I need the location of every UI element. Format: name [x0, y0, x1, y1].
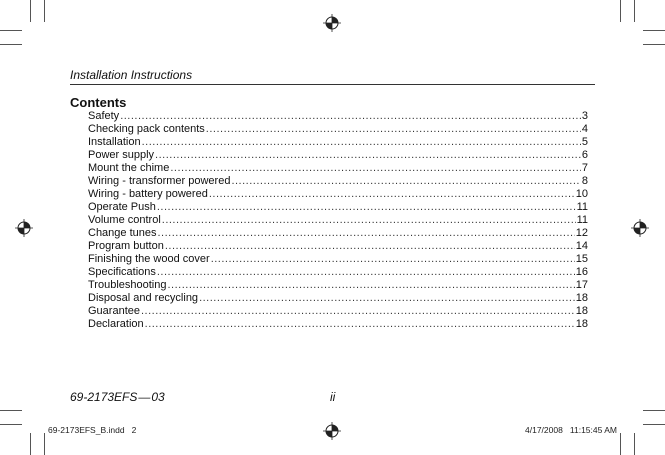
toc-entry-page: 7 — [581, 162, 588, 174]
toc-entry-page: 17 — [575, 279, 588, 291]
toc-entry-page: 12 — [575, 227, 588, 239]
registration-mark-icon — [631, 219, 649, 237]
table-of-contents — [88, 110, 588, 331]
toc-leader-dots — [199, 292, 575, 305]
toc-leader-dots — [120, 110, 581, 123]
toc-entry-label: Power supply — [88, 149, 155, 161]
crop-mark — [0, 424, 22, 425]
toc-entry-label: Wiring - transformer powered — [88, 175, 231, 187]
running-header: Installation Instructions — [70, 68, 193, 82]
registration-mark-icon — [323, 422, 341, 440]
crop-mark — [30, 0, 31, 22]
crop-mark — [643, 30, 665, 31]
toc-entry-page: 4 — [581, 123, 588, 135]
toc-leader-dots — [157, 201, 576, 214]
toc-entry — [88, 305, 588, 318]
toc-entry-page: 18 — [575, 305, 588, 317]
crop-mark — [620, 0, 621, 22]
crop-mark — [634, 433, 635, 455]
toc-entry-page: 14 — [575, 240, 588, 252]
document-number: 69-2173EFS — 03 — [70, 390, 165, 404]
toc-entry-page: 18 — [575, 318, 588, 330]
slug-timestamp: 4/17/2008 11:15:45 AM — [525, 425, 617, 435]
toc-entry-label: Safety — [88, 110, 120, 122]
registration-mark-icon — [15, 219, 33, 237]
crop-mark — [643, 44, 665, 45]
toc-entry-label: Disposal and recycling — [88, 292, 199, 304]
crop-mark — [643, 410, 665, 411]
toc-entry — [88, 253, 588, 266]
toc-leader-dots — [231, 175, 580, 188]
toc-entry — [88, 149, 588, 162]
toc-entry — [88, 279, 588, 292]
crop-mark — [0, 44, 22, 45]
toc-entry — [88, 201, 588, 214]
slug-file-name: 69-2173EFS_B.indd 2 — [48, 425, 137, 435]
toc-entry — [88, 162, 588, 175]
crop-mark — [44, 433, 45, 455]
toc-leader-dots — [165, 240, 575, 253]
toc-leader-dots — [158, 227, 575, 240]
toc-entry-label: Checking pack contents — [88, 123, 205, 135]
contents-heading: Contents — [70, 95, 127, 110]
toc-entry — [88, 214, 588, 227]
registration-mark-icon — [323, 14, 341, 32]
crop-mark — [0, 410, 22, 411]
toc-entry-page: 6 — [581, 149, 588, 161]
toc-entry — [88, 292, 588, 305]
toc-entry-label: Wiring - battery powered — [88, 188, 208, 200]
crop-mark — [620, 433, 621, 455]
toc-entry — [88, 188, 588, 201]
page-number: ii — [330, 390, 336, 404]
toc-leader-dots — [211, 253, 575, 266]
toc-entry-page: 15 — [575, 253, 588, 265]
toc-entry — [88, 110, 588, 123]
toc-leader-dots — [145, 318, 575, 331]
toc-entry-label: Guarantee — [88, 305, 140, 317]
toc-entry-label: Volume control — [88, 214, 161, 226]
toc-leader-dots — [142, 136, 581, 149]
toc-entry-page: 8 — [581, 175, 588, 187]
toc-leader-dots — [155, 149, 581, 162]
toc-entry — [88, 136, 588, 149]
toc-leader-dots — [170, 162, 581, 175]
toc-entry-page: 10 — [575, 188, 588, 200]
toc-leader-dots — [206, 123, 581, 136]
toc-entry — [88, 240, 588, 253]
toc-leader-dots — [209, 188, 575, 201]
toc-entry-page: 16 — [575, 266, 588, 278]
toc-entry — [88, 266, 588, 279]
crop-mark — [30, 433, 31, 455]
toc-leader-dots — [167, 279, 574, 292]
toc-entry-page: 11 — [576, 214, 588, 226]
toc-entry — [88, 227, 588, 240]
crop-mark — [44, 0, 45, 22]
toc-entry-label: Mount the chime — [88, 162, 170, 174]
toc-entry-page: 5 — [581, 136, 588, 148]
toc-entry-label: Specifications — [88, 266, 156, 278]
toc-entry — [88, 318, 588, 331]
toc-entry — [88, 123, 588, 136]
toc-entry-page: 18 — [575, 292, 588, 304]
toc-entry-label: Declaration — [88, 318, 144, 330]
crop-mark — [634, 0, 635, 22]
header-rule — [70, 84, 595, 85]
toc-entry-label: Operate Push — [88, 201, 156, 213]
toc-leader-dots — [162, 214, 576, 227]
toc-leader-dots — [141, 305, 575, 318]
toc-entry-page: 3 — [581, 110, 588, 122]
toc-entry-label: Change tunes — [88, 227, 157, 239]
crop-mark — [0, 30, 22, 31]
toc-entry-label: Finishing the wood cover — [88, 253, 210, 265]
toc-entry-page: 11 — [576, 201, 588, 213]
toc-entry-label: Troubleshooting — [88, 279, 167, 291]
toc-entry-label: Program button — [88, 240, 164, 252]
toc-entry — [88, 175, 588, 188]
toc-leader-dots — [157, 266, 575, 279]
crop-mark — [643, 424, 665, 425]
toc-entry-label: Installation — [88, 136, 141, 148]
